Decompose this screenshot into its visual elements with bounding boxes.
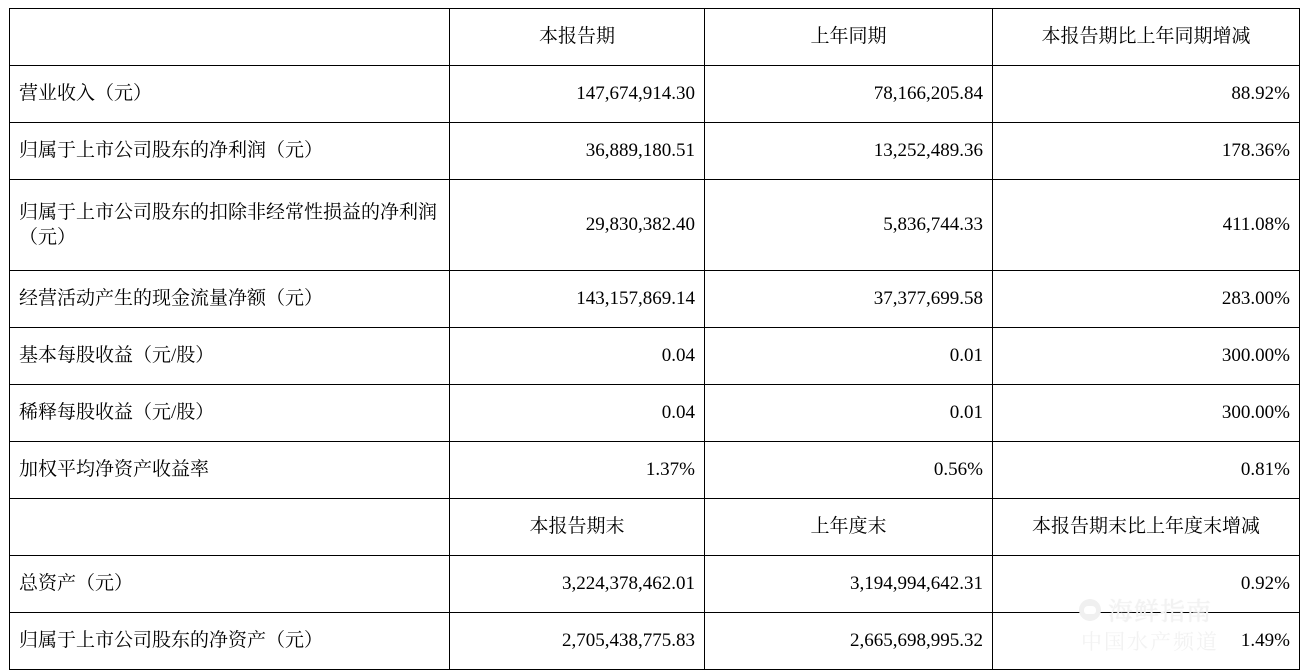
row-value-previous: 5,836,744.33 (705, 180, 993, 271)
table-header-row-period (10, 9, 1300, 66)
row-label: 基本每股收益（元/股） (10, 328, 450, 385)
row-value-current: 0.04 (450, 385, 705, 442)
watermark-source: 中国水产频道 (1081, 629, 1219, 654)
row-value-previous: 13,252,489.36 (705, 123, 993, 180)
financial-summary-sheet (0, 8, 1312, 664)
row-value-change: 0.92% (993, 556, 1300, 613)
row-value-current: 1.37% (450, 442, 705, 499)
row-value-current: 2,705,438,775.83 (450, 613, 705, 670)
header-cell-current-period-end: 本报告期末 (450, 499, 705, 556)
row-value-change: 283.00% (993, 271, 1300, 328)
row-value-previous: 0.01 (705, 385, 993, 442)
row-value-change: 411.08% (993, 180, 1300, 271)
table-header-row-balance (10, 499, 1300, 556)
row-value-change: 300.00% (993, 385, 1300, 442)
row-value-previous: 3,194,994,642.31 (705, 556, 993, 613)
header-cell-period-end-change: 本报告期末比上年度末增减 (993, 499, 1300, 556)
row-value-current: 29,830,382.40 (450, 180, 705, 271)
row-label: 总资产（元） (10, 556, 450, 613)
row-label: 归属于上市公司股东的扣除非经常性损益的净利润（元） (10, 180, 450, 271)
table-row (10, 66, 1300, 123)
header-cell-blank (10, 9, 450, 66)
row-label: 经营活动产生的现金流量净额（元） (10, 271, 450, 328)
row-value-change: 300.00% (993, 328, 1300, 385)
header-cell-previous-period: 上年同期 (705, 9, 993, 66)
row-value-change: 178.36% (993, 123, 1300, 180)
row-label: 营业收入（元） (10, 66, 450, 123)
row-value-change: 0.81% (993, 442, 1300, 499)
row-label: 归属于上市公司股东的净资产（元） (10, 613, 450, 670)
row-value-current: 0.04 (450, 328, 705, 385)
table-row (10, 556, 1300, 613)
row-value-previous: 37,377,699.58 (705, 271, 993, 328)
row-value-previous: 78,166,205.84 (705, 66, 993, 123)
table-row (10, 328, 1300, 385)
row-value-current: 143,157,869.14 (450, 271, 705, 328)
header-cell-period-change: 本报告期比上年同期增减 (993, 9, 1300, 66)
table-row (10, 180, 1300, 271)
row-value-previous: 2,665,698,995.32 (705, 613, 993, 670)
header-cell-previous-year-end: 上年度末 (705, 499, 993, 556)
watermark-brand: 海鲜指南 (1108, 598, 1213, 626)
table-row (10, 385, 1300, 442)
financial-summary-table (9, 8, 1300, 670)
row-value-current: 3,224,378,462.01 (450, 556, 705, 613)
row-label: 稀释每股收益（元/股） (10, 385, 450, 442)
row-value-previous: 0.56% (705, 442, 993, 499)
row-value-previous: 0.01 (705, 328, 993, 385)
table-row (10, 271, 1300, 328)
table-row (10, 123, 1300, 180)
row-label: 归属于上市公司股东的净利润（元） (10, 123, 450, 180)
header-cell-blank-2 (10, 499, 450, 556)
row-value-change: 1.49% (993, 613, 1300, 670)
table-row (10, 613, 1300, 670)
row-label: 加权平均净资产收益率 (10, 442, 450, 499)
row-value-current: 36,889,180.51 (450, 123, 705, 180)
row-value-change: 88.92% (993, 66, 1300, 123)
header-cell-current-period: 本报告期 (450, 9, 705, 66)
row-value-current: 147,674,914.30 (450, 66, 705, 123)
table-row (10, 442, 1300, 499)
